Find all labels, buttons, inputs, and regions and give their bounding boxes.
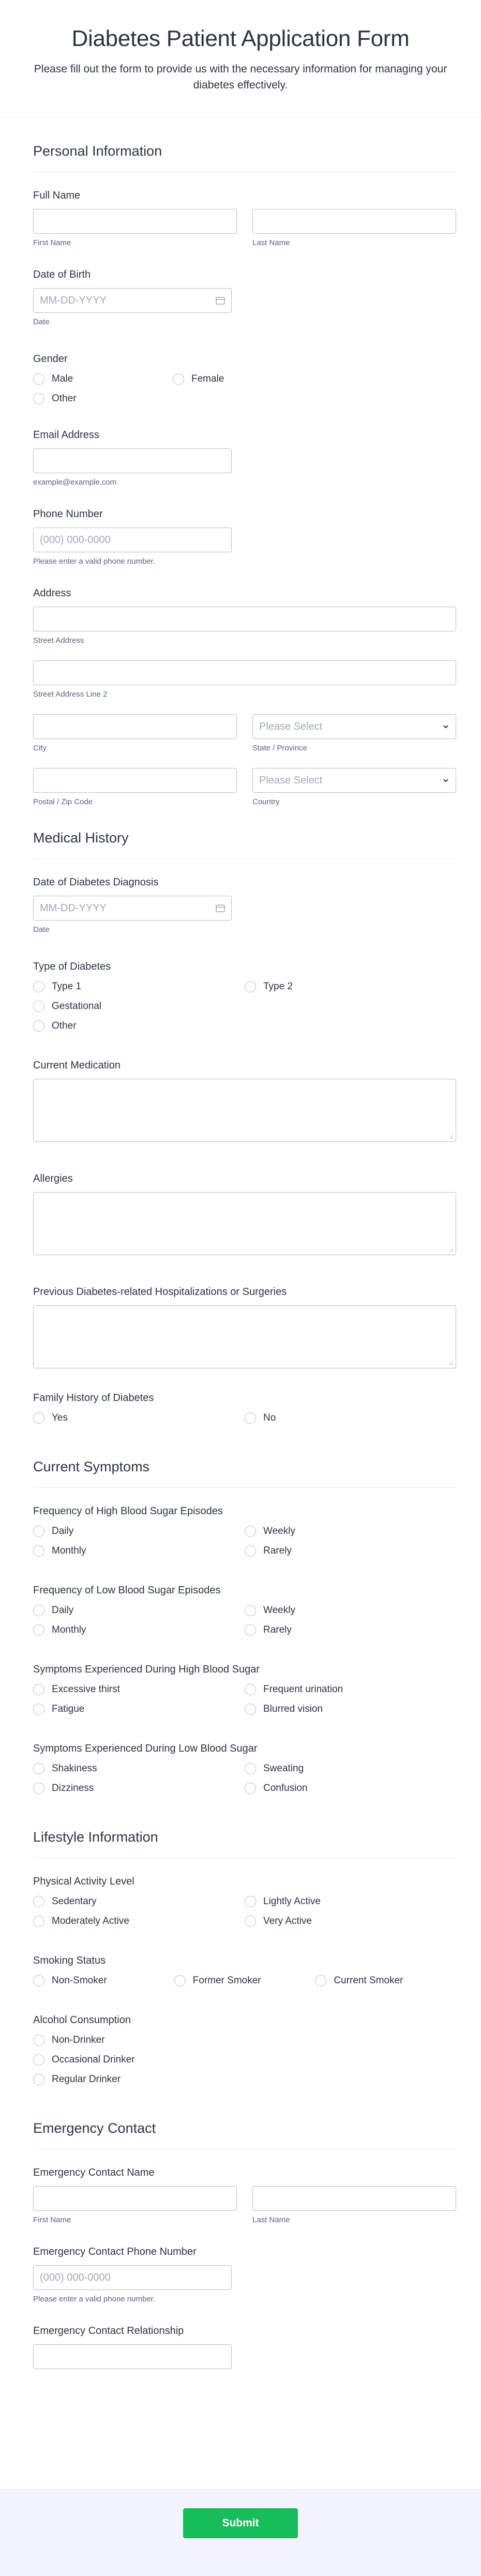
section-emergency-contact: [33, 2120, 456, 2369]
field-sublabel: example@example.com: [33, 478, 117, 487]
gender-field: [33, 353, 456, 409]
radio-option[interactable]: Shakiness: [33, 1759, 245, 1779]
radio-circle[interactable]: [245, 1412, 256, 1424]
radio-circle[interactable]: [245, 1624, 256, 1636]
radio-option[interactable]: Non-Smoker: [33, 1971, 174, 1991]
diagnosis-date-input[interactable]: MM-DD-YYYY: [33, 896, 232, 921]
form-body: [0, 117, 481, 2369]
radio-circle[interactable]: [33, 1545, 44, 1557]
radio-circle[interactable]: [33, 1975, 44, 1986]
family-history-field: [33, 1392, 456, 1428]
section-current-symptoms: [33, 1459, 456, 1798]
email-input[interactable]: [33, 448, 232, 473]
resize-grip-icon[interactable]: [448, 1247, 454, 1253]
radio-option[interactable]: Frequent urination: [245, 1680, 456, 1699]
radio-option[interactable]: Daily: [33, 1522, 245, 1541]
phone-input[interactable]: (000) 000-0000: [33, 528, 232, 552]
radio-circle[interactable]: [315, 1975, 326, 1986]
radio-circle[interactable]: [245, 1916, 256, 1927]
low-symptoms-field: [33, 1743, 456, 1798]
field-label: Alcohol Consumption: [33, 2014, 131, 2026]
chevron-down-icon: [442, 777, 449, 784]
radio-circle[interactable]: [33, 373, 44, 385]
section-medical-history: [33, 830, 456, 1428]
radio-circle[interactable]: [33, 1001, 44, 1012]
radio-circle[interactable]: [245, 1896, 256, 1907]
emergency-relationship-input[interactable]: [33, 2344, 232, 2369]
field-label: Physical Activity Level: [33, 1876, 134, 1887]
radio-circle[interactable]: [245, 1763, 256, 1774]
calendar-icon[interactable]: [216, 296, 225, 305]
form-header: [0, 0, 481, 117]
field-label: Address: [33, 587, 71, 599]
dob-field: [33, 269, 456, 326]
radio-option[interactable]: Regular Drinker: [33, 2070, 456, 2089]
country-select[interactable]: Please Select: [252, 768, 456, 793]
hospitalizations-field: [33, 1286, 456, 1368]
radio-circle[interactable]: [33, 1624, 44, 1636]
field-sublabel: First Name: [33, 238, 71, 247]
radio-option[interactable]: Dizziness: [33, 1779, 245, 1798]
field-sublabel: Street Address: [33, 636, 84, 645]
radio-option[interactable]: Type 1: [33, 977, 245, 997]
submit-button[interactable]: Submit: [183, 2508, 298, 2538]
field-label: Symptoms Experienced During Low Blood Sugar: [33, 1743, 258, 1754]
radio-circle[interactable]: [33, 981, 44, 992]
field-label: Symptoms Experienced During High Blood Sugar: [33, 1664, 260, 1675]
radio-option[interactable]: Weekly: [245, 1522, 456, 1541]
radio-option[interactable]: Other: [33, 1016, 245, 1036]
radio-option[interactable]: Type 2: [245, 977, 456, 997]
radio-circle[interactable]: [245, 1704, 256, 1715]
radio-circle[interactable]: [33, 2054, 44, 2066]
zip-input[interactable]: [33, 768, 237, 793]
section-title: Lifestyle Information: [33, 1829, 456, 1858]
calendar-icon[interactable]: [216, 904, 225, 912]
emergency-phone-field: [33, 2246, 456, 2303]
radio-option[interactable]: Monthly: [33, 1541, 245, 1561]
field-label: Emergency Contact Phone Number: [33, 2246, 197, 2257]
field-sublabel: Date: [33, 318, 50, 326]
radio-circle[interactable]: [245, 1605, 256, 1616]
smoking-field: [33, 1955, 456, 1991]
diagnosis-date-field: [33, 877, 456, 934]
alcohol-field: [33, 2014, 456, 2089]
radio-circle[interactable]: [33, 1684, 44, 1695]
field-sublabel: Country: [252, 797, 280, 806]
radio-option[interactable]: Other: [33, 389, 173, 409]
last-name-input[interactable]: [252, 209, 456, 234]
city-input[interactable]: [33, 714, 237, 739]
field-label: Allergies: [33, 1173, 73, 1184]
dob-input[interactable]: [33, 288, 232, 313]
emergency-relationship-field: [33, 2325, 456, 2369]
radio-option[interactable]: Excessive thirst: [33, 1680, 245, 1699]
state-select[interactable]: Please Select: [252, 714, 456, 739]
field-label: Type of Diabetes: [33, 961, 111, 972]
field-label: Smoking Status: [33, 1955, 106, 1966]
street-address-2-input[interactable]: [33, 660, 456, 685]
radio-option[interactable]: Sedentary: [33, 1892, 245, 1911]
form-description: Please fill out the form to provide us with the necessary information for managing your diabetes effectively.: [34, 63, 447, 91]
emergency-first-name-input[interactable]: [33, 2186, 237, 2211]
radio-option[interactable]: Current Smoker: [315, 1971, 456, 1991]
section-lifestyle-information: [33, 1829, 456, 2089]
radio-option[interactable]: Sweating: [245, 1759, 456, 1779]
radio-option[interactable]: Former Smoker: [174, 1971, 315, 1991]
field-label: Previous Diabetes-related Hospitalizations or Surgeries: [33, 1286, 287, 1298]
medication-textarea[interactable]: [33, 1079, 456, 1142]
high-symptoms-field: [33, 1664, 456, 1719]
diabetes-type-field: [33, 961, 456, 1036]
phone-field: [33, 508, 456, 566]
field-label: Gender: [33, 353, 68, 365]
radio-circle[interactable]: [174, 1975, 186, 1986]
field-label: Phone Number: [33, 508, 103, 520]
field-sublabel: Last Name: [252, 2216, 290, 2224]
field-label: Frequency of High Blood Sugar Episodes: [33, 1505, 223, 1517]
field-sublabel: City: [33, 744, 47, 752]
radio-circle[interactable]: [33, 1412, 44, 1424]
radio-circle[interactable]: [173, 373, 184, 385]
allergies-field: [33, 1173, 456, 1255]
radio-option[interactable]: Daily: [33, 1601, 245, 1620]
radio-option[interactable]: Rarely: [245, 1541, 456, 1561]
radio-option[interactable]: Lightly Active: [245, 1892, 456, 1911]
radio-circle[interactable]: [33, 1783, 44, 1794]
activity-field: [33, 1876, 456, 1931]
radio-option[interactable]: Very Active: [245, 1911, 456, 1931]
first-name-input[interactable]: [33, 209, 237, 234]
field-sublabel: First Name: [33, 2216, 71, 2224]
form-footer: [0, 2489, 481, 2576]
resize-grip-icon[interactable]: [448, 1361, 454, 1366]
radio-option[interactable]: Gestational: [33, 997, 245, 1016]
field-label: Emergency Contact Relationship: [33, 2325, 184, 2337]
radio-circle[interactable]: [33, 1916, 44, 1927]
field-sublabel: Street Address Line 2: [33, 690, 108, 699]
radio-option[interactable]: Rarely: [245, 1620, 456, 1640]
radio-option[interactable]: Female: [173, 369, 312, 389]
chevron-down-icon: [442, 723, 449, 730]
hospitalizations-textarea[interactable]: [33, 1305, 456, 1368]
street-address-input[interactable]: [33, 607, 456, 631]
radio-circle[interactable]: [245, 1545, 256, 1557]
radio-circle[interactable]: [33, 2074, 44, 2085]
emergency-phone-input[interactable]: (000) 000-0000: [33, 2265, 232, 2290]
field-label: Emergency Contact Name: [33, 2167, 155, 2178]
form-title: Diabetes Patient Application Form: [71, 26, 410, 51]
allergies-textarea[interactable]: [33, 1192, 456, 1255]
radio-circle[interactable]: [33, 1020, 44, 1032]
field-label: Full Name: [33, 190, 81, 201]
section-title: Personal Information: [33, 143, 456, 172]
radio-circle[interactable]: [33, 1704, 44, 1715]
radio-option[interactable]: Blurred vision: [245, 1699, 456, 1719]
field-sublabel: Last Name: [252, 238, 290, 247]
field-sublabel: Postal / Zip Code: [33, 797, 93, 806]
radio-circle[interactable]: [33, 2035, 44, 2046]
emergency-last-name-input[interactable]: [252, 2186, 456, 2211]
medication-field: [33, 1060, 456, 1142]
radio-option[interactable]: Fatigue: [33, 1699, 245, 1719]
radio-circle[interactable]: [33, 1763, 44, 1774]
section-title: Medical History: [33, 830, 456, 859]
full-name-field: [33, 190, 456, 247]
field-label: Date of Birth: [33, 269, 91, 280]
radio-option[interactable]: Moderately Active: [33, 1911, 245, 1931]
email-field: [33, 429, 456, 487]
radio-option[interactable]: Monthly: [33, 1620, 245, 1640]
radio-circle[interactable]: [245, 1783, 256, 1794]
radio-circle[interactable]: [33, 1526, 44, 1537]
radio-option[interactable]: Yes: [33, 1408, 245, 1428]
resize-grip-icon[interactable]: [448, 1134, 454, 1139]
section-personal-information: [33, 117, 456, 806]
radio-circle[interactable]: [33, 1896, 44, 1907]
date-placeholder: MM-DD-YYYY: [40, 294, 107, 306]
radio-option[interactable]: No: [245, 1408, 456, 1428]
radio-option[interactable]: Male: [33, 369, 173, 389]
field-label: Family History of Diabetes: [33, 1392, 154, 1404]
radio-option[interactable]: Non-Drinker: [33, 2030, 456, 2050]
field-sublabel: Please enter a valid phone number.: [33, 557, 155, 566]
field-sublabel: Date: [33, 925, 50, 934]
high-frequency-field: [33, 1505, 456, 1561]
radio-option[interactable]: Occasional Drinker: [33, 2050, 456, 2070]
field-sublabel: Please enter a valid phone number.: [33, 2295, 155, 2303]
field-label: Email Address: [33, 429, 99, 441]
address-field: [33, 587, 456, 806]
radio-circle[interactable]: [245, 1684, 256, 1695]
radio-circle[interactable]: [33, 1605, 44, 1616]
field-sublabel: State / Province: [252, 744, 307, 752]
field-label: Date of Diabetes Diagnosis: [33, 877, 159, 888]
radio-option[interactable]: Confusion: [245, 1779, 456, 1798]
field-label: Current Medication: [33, 1060, 121, 1071]
section-title: Emergency Contact: [33, 2120, 456, 2149]
radio-circle[interactable]: [245, 1526, 256, 1537]
radio-circle[interactable]: [33, 393, 44, 404]
section-title: Current Symptoms: [33, 1459, 456, 1488]
radio-option[interactable]: Weekly: [245, 1601, 456, 1620]
radio-circle[interactable]: [245, 981, 256, 992]
emergency-name-field: [33, 2167, 456, 2224]
field-label: Frequency of Low Blood Sugar Episodes: [33, 1585, 221, 1596]
low-frequency-field: [33, 1585, 456, 1640]
